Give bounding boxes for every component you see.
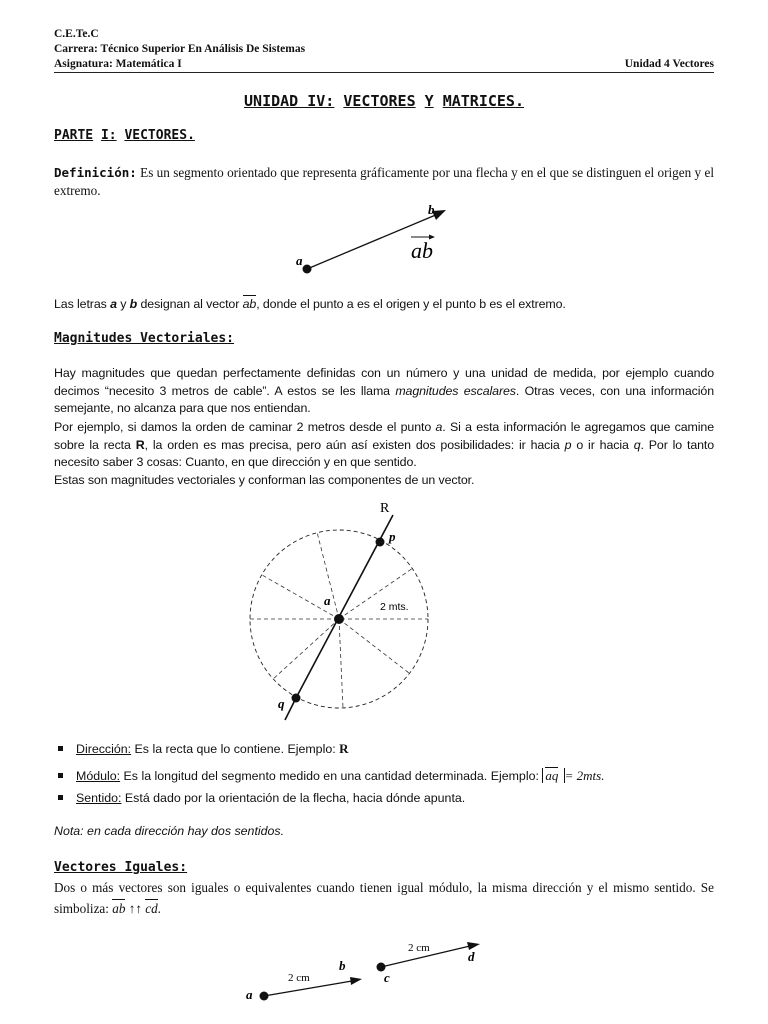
label-p: p: [389, 529, 396, 544]
equal-vectors-figure: [0, 935, 768, 1024]
equal-vectors-paragraph: Dos o más vectores son iguales o equivalentes cuando tienen igual módulo, la misma dirección y el mismo sentido. Se simboliza: ab ↑↑ cd.: [54, 880, 714, 916]
magnitudes-paragraph-1: Hay magnitudes que quedan perfectamente definidas con un número y una unidad de medida, por ejemplo cuando decimos “necesito 3 metros de cable”. A estos se les llama magnitudes escalares. Otras veces, con una información semejante, no alcanza para que nos entiendan.: [54, 366, 715, 415]
label-q: q: [278, 696, 285, 711]
label-a: a: [296, 253, 303, 268]
label-d: d: [468, 949, 475, 964]
definition-label: Definición:: [54, 165, 137, 180]
vector-ab-inline: ab: [243, 293, 257, 314]
direction-circle-figure: [0, 495, 768, 730]
header-career: Carrera: Técnico Superior En Análisis De Sistemas: [54, 43, 306, 55]
definition-paragraph: Definición: Es un segmento orientado que representa gráficamente por una flecha y en el que se distinguen el origen y el extremo.: [54, 165, 715, 198]
header-subject: Asignatura: Matemática I: [54, 58, 182, 70]
letters-paragraph: Las letras a y b designan al vector ab, donde el punto a es el origen y el punto b es el extremo.: [54, 293, 714, 314]
bullet-direccion: Dirección: Es la recta que lo contiene. Ejemplo: R: [58, 741, 349, 757]
header-school: C.E.Te.C: [54, 28, 99, 40]
header-unit: Unidad 4 Vectores: [624, 58, 714, 70]
label-len2: 2 cm: [408, 942, 430, 954]
bullet-sentido: Sentido: Está dado por la orientación de la flecha, hacia dónde apunta.: [58, 791, 465, 805]
magnitudes-heading: Magnitudes Vectoriales:: [54, 331, 235, 346]
point-a: [334, 614, 344, 624]
label-a: a: [246, 987, 253, 1002]
page-title: UNIDAD IV: VECTORES Y MATRICES.: [244, 92, 524, 110]
header-rule: [54, 72, 714, 73]
label-b: b: [339, 958, 346, 973]
point-a: [260, 992, 269, 1001]
label-len1: 2 cm: [288, 972, 310, 984]
vector-ab-label: ab: [411, 238, 433, 263]
point-p: [376, 538, 385, 547]
note: Nota: en cada dirección hay dos sentidos.: [54, 824, 285, 838]
magnitudes-paragraph-2: Por ejemplo, si damos la orden de caminar 2 metros desde el punto a. Si a esta información le agregamos que camine sobre la recta R, la orden es mas precisa, pero aún así existen dos posibilidades: ir hacia p o ir hacia q. Por lo tanto necesito saber 3 cosas: Cuanto, en que dirección y en que sentido.: [54, 420, 715, 469]
equal-vectors-heading: Vectores Iguales:: [54, 860, 188, 875]
label-c: c: [384, 970, 390, 985]
vector-ab-figure: [0, 195, 768, 285]
label-b: b: [428, 202, 435, 217]
part-heading: PARTE I: VECTORES.: [54, 128, 195, 143]
magnitudes-paragraph-3: Estas son magnitudes vectoriales y conforman las componentes de un vector.: [54, 473, 475, 487]
label-R: R: [380, 501, 390, 516]
point-a: [303, 265, 312, 274]
label-distance: 2 mts.: [380, 601, 409, 613]
point-q: [292, 694, 301, 703]
bullet-modulo: Módulo: Es la longitud del segmento medido en una cantidad determinada. Ejemplo: aq = 2mts.: [58, 765, 604, 784]
label-a: a: [324, 593, 331, 608]
